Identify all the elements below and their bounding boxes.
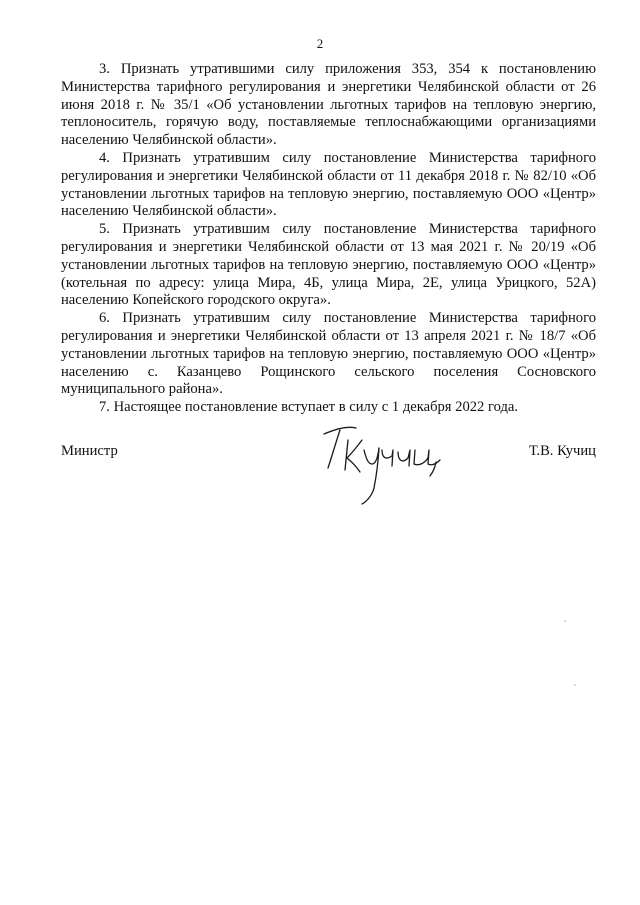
paragraph-4: 4. Признать утратившим силу постановление Министерства тарифного регулирования и энергетики Челябинской области от 11 декабря 2018 г. № 82/10 «Об установлении льготных тарифов на тепловую энергию, поставляемую ООО «Центр» населению Челябинской области».: [61, 149, 596, 220]
paragraph-3: 3. Признать утратившими силу приложения 353, 354 к постановлению Министерства тарифного регулирования и энергетики Челябинской области от 26 июня 2018 г. № 35/1 «Об установлении льготных тарифов на тепловую энергию, теплоноситель, горячую воду, поставляемые теплоснабжающими организациями населению Челябинской области».: [61, 61, 596, 149]
paragraph-5: 5. Признать утратившим силу постановление Министерства тарифного регулирования и энергетики Челябинской области от 13 мая 2021 г. № 20/19 «Об установлении льготных тарифов на тепловую энергию, поставляемую ООО «Центр» (котельная по адресу: улица Мира, 4Б, улица Мира, 2Е, улица Урицкого, 52А) населению Копейского городского округа».: [61, 221, 596, 309]
paragraph-6: 6. Признать утратившим силу постановление Министерства тарифного регулирования и энергетики Челябинской области от 13 апреля 2021 г. № 18/7 «Об установлении льготных тарифов на тепловую энергию, поставляемую ООО «Центр» населению с. Казанцево Рощинского сельского поселения Сосновского муниципального района».: [61, 310, 596, 398]
document-body: [61, 61, 596, 417]
signatory-title: Министр: [61, 443, 118, 459]
page-number: 2: [316, 36, 324, 51]
signatory-name: Т.В. Кучиц: [528, 443, 596, 459]
paragraph-7: 7. Настоящее постановление вступает в силу с 1 декабря 2022 года.: [99, 399, 519, 416]
scan-speck: [574, 684, 576, 686]
scan-speck: [564, 620, 566, 622]
handwritten-signature: [318, 420, 448, 510]
